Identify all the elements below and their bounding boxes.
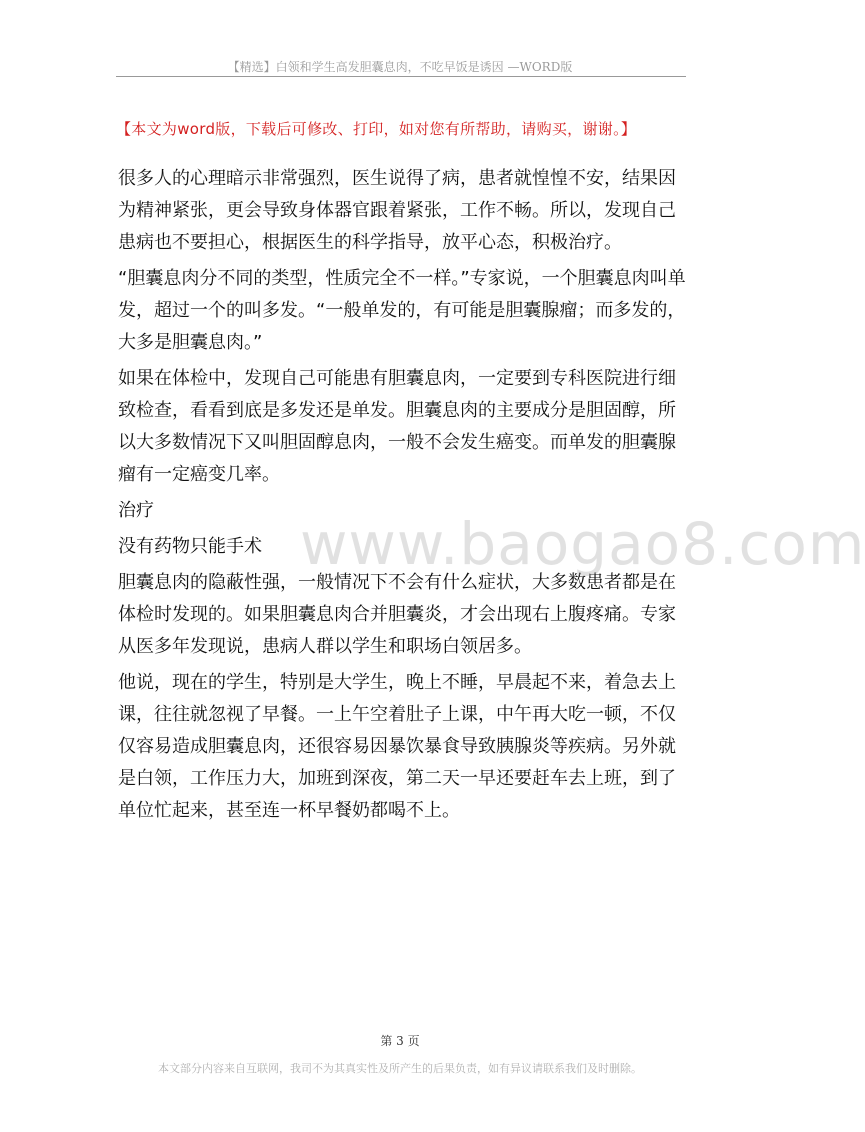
paragraph-5: 他说，现在的学生，特别是大学生，晚上不睡，早晨起不来，着急去上课，往往就忽视了早餐。一上午空着肚子上课，中午再大吃一顿，不仅仅容易造成胆囊息肉，还很容易因暴饮暴食导致胰腺炎等疾病。另外就是白领，工作压力大，加班到深夜，第二天一早还要赶车去上班，到了单位忙起来，甚至连一杯早餐奶都喝不上。 (118, 672, 676, 821)
article-body (118, 163, 690, 831)
paragraph-1: 很多人的心理暗示非常强烈，医生说得了病，患者就惶惶不安，结果因为精神紧张，更会导致身体器官跟着紧张，工作不畅。所以，发现自己患病也不要担心，根据医生的科学指导，放平心态，积极治疗。 (118, 168, 676, 253)
watermark: www.baogao8.com (300, 510, 865, 578)
document-header: 【精选】白领和学生高发胆囊息肉，不吃早饭是诱因 —WORD版 (227, 60, 573, 74)
paragraph-2: “胆囊息肉分不同的类型，性质完全不一样。”专家说，一个胆囊息肉叫单发，超过一个的叫多发。“一般单发的，有可能是胆囊腺瘤；而多发的，大多是胆囊息肉。” (118, 268, 686, 353)
header-divider (116, 76, 686, 77)
page-number: 第 3 页 (380, 1034, 420, 1048)
section-heading-treatment: 治疗 (118, 500, 154, 521)
paragraph-4: 胆囊息肉的隐蔽性强，一般情况下不会有什么症状，大多数患者都是在体检时发现的。如果胆囊息肉合并胆囊炎，才会出现右上腹疼痛。专家从医多年发现说，患病人群以学生和职场白领居多。 (118, 572, 676, 657)
disclaimer-footer: 本文部分内容来自互联网，我司不为其真实性及所产生的后果负责，如有异议请联系我们及时删除。 (158, 1062, 642, 1075)
paragraph-3: 如果在体检中，发现自己可能患有胆囊息肉，一定要到专科医院进行细致检查，看看到底是多发还是单发。胆囊息肉的主要成分是胆固醇，所以大多数情况下又叫胆固醇息肉，一般不会发生癌变。而单发的胆囊腺瘤有一定癌变几率。 (118, 368, 676, 485)
purchase-notice: 【本文为word版，下载后可修改、打印，如对您有所帮助，请购买，谢谢。】 (116, 120, 637, 138)
section-subheading-surgery: 没有药物只能手术 (118, 536, 262, 557)
